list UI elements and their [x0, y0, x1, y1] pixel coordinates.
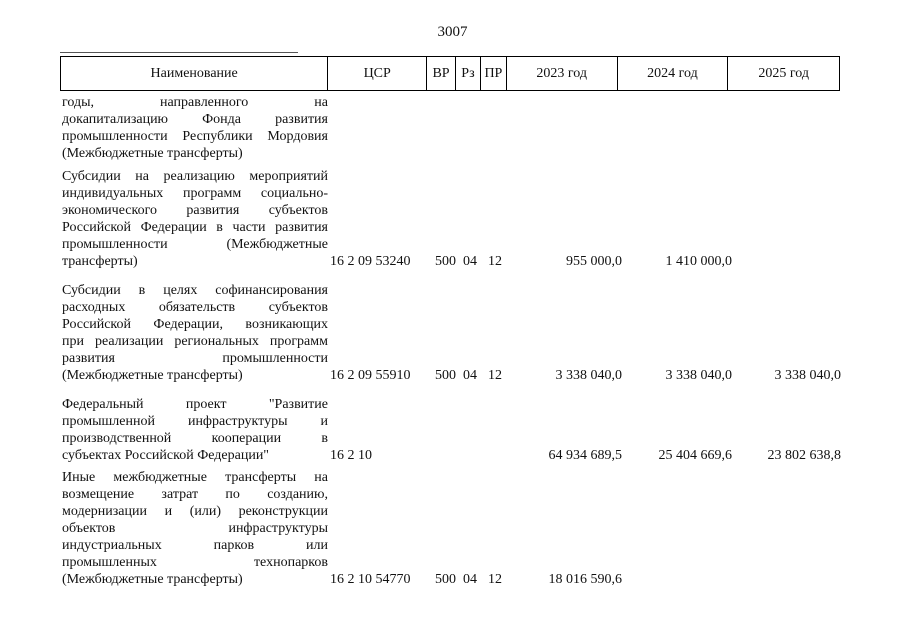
row-name-line: индустриальных парков или	[62, 538, 328, 553]
row-vr: 500	[435, 572, 456, 587]
header-csr: ЦСР	[328, 57, 427, 90]
row-name-line: Субсидии на реализацию мероприятий	[62, 169, 328, 184]
row-name-line: Субсидии в целях софинансирования	[62, 283, 328, 298]
row-name-line: (Межбюджетные трансферты)	[62, 146, 243, 161]
row-name-line: Российской Федерации в части развития	[62, 220, 328, 235]
row-y2023: 64 934 689,5	[548, 448, 622, 463]
row-name-line: промышленности Республики Мордовия	[62, 129, 328, 144]
row-y2023: 955 000,0	[566, 254, 622, 269]
row-rz: 04	[463, 368, 477, 383]
row-name-line: Иные межбюджетные трансферты на	[62, 470, 328, 485]
row-name-line: индивидуальных программ социально-	[62, 186, 328, 201]
header-2024: 2024 год	[618, 57, 729, 90]
row-rz: 04	[463, 254, 477, 269]
row-y2025: 23 802 638,8	[767, 448, 841, 463]
row-name-line: объектов инфраструктуры	[62, 521, 328, 536]
header-2025: 2025 год	[758, 65, 809, 81]
header-2023: 2023 год	[507, 57, 618, 90]
row-name	[62, 168, 328, 270]
header-vr: ВР	[427, 57, 456, 90]
row-name-line: субъектах Российской Федерации"	[62, 448, 270, 463]
row-name	[62, 396, 328, 464]
header-name: Наименование	[61, 57, 328, 90]
row-name-line: развития промышленности	[62, 351, 328, 366]
row-name	[62, 469, 328, 588]
row-name-line: трансферты)	[62, 254, 138, 269]
row-rz: 04	[463, 572, 477, 587]
row-name-line: возмещение затрат по созданию,	[62, 487, 328, 502]
row-y2024: 3 338 040,0	[665, 368, 732, 383]
row-csr: 16 2 10	[330, 448, 372, 463]
row-name-line: промышленной инфраструктуры и	[62, 414, 328, 429]
header-pr: ПР	[481, 57, 507, 90]
row-csr: 16 2 09 55910	[330, 368, 411, 383]
row-y2024: 25 404 669,6	[658, 448, 732, 463]
row-csr: 16 2 10 54770	[330, 572, 411, 587]
row-name-line: Федеральный проект "Развитие	[62, 397, 328, 412]
top-rule	[60, 52, 298, 53]
row-y2025: 3 338 040,0	[774, 368, 841, 383]
row-name-line: (Межбюджетные трансферты)	[62, 572, 243, 587]
row-vr: 500	[435, 254, 456, 269]
row-name-line: (Межбюджетные трансферты)	[62, 368, 243, 383]
page-number: 3007	[437, 24, 468, 40]
row-name	[62, 282, 328, 384]
row-name-line: годы, направленного на	[62, 95, 328, 110]
row-name-line: при реализации региональных программ	[62, 334, 328, 349]
row-name-line: Российской Федерации, возникающих	[62, 317, 328, 332]
row-name-line: промышленности (Межбюджетные	[62, 237, 328, 252]
row-pr: 12	[488, 254, 502, 269]
row-y2023: 18 016 590,6	[548, 572, 622, 587]
row-name-line: промышленных технопарков	[62, 555, 328, 570]
row-name-line: производственной кооперации в	[62, 431, 328, 446]
row-csr: 16 2 09 53240	[330, 254, 411, 269]
row-name	[62, 94, 328, 162]
header-rz: Рз	[456, 57, 481, 90]
table-header	[60, 56, 840, 91]
row-name-line: модернизации и (или) реконструкции	[62, 504, 328, 519]
row-name-line: расходных обязательств субъектов	[62, 300, 328, 315]
row-name-line: экономического развития субъектов	[62, 203, 328, 218]
row-pr: 12	[488, 572, 502, 587]
row-y2023: 3 338 040,0	[555, 368, 622, 383]
row-vr: 500	[435, 368, 456, 383]
row-pr: 12	[488, 368, 502, 383]
row-y2024: 1 410 000,0	[665, 254, 732, 269]
row-name-line: докапитализацию Фонда развития	[62, 112, 328, 127]
